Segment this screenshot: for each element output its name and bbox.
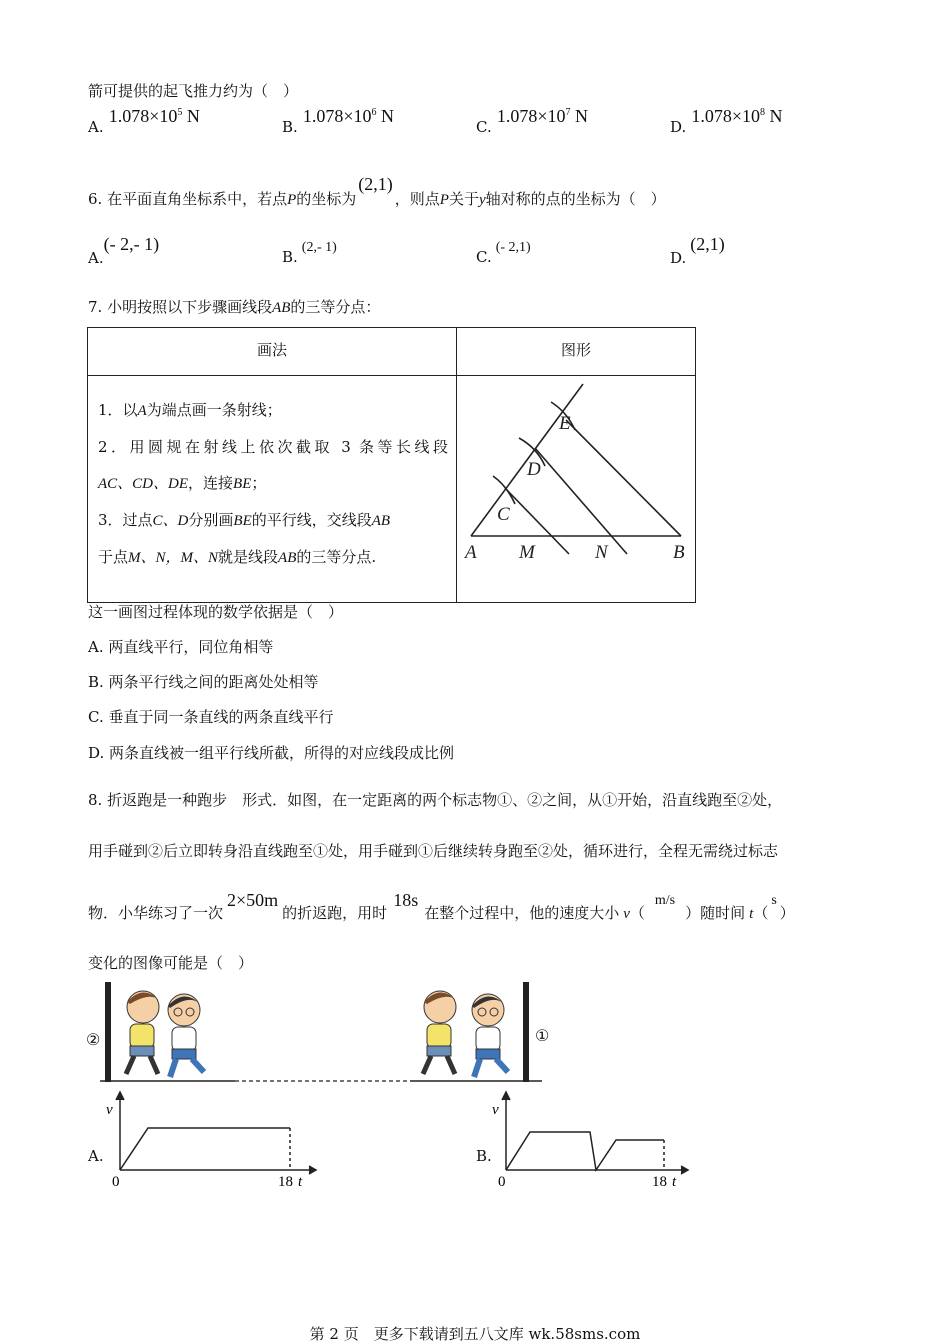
label-c: C: [497, 504, 510, 525]
marker-1: ①: [535, 1026, 550, 1045]
graph-b-t: t: [672, 1174, 677, 1190]
post-right: [523, 982, 529, 1082]
graph-b-origin: 0: [498, 1174, 506, 1190]
graph-b-line: [506, 1132, 664, 1170]
q7-step3-cont: 于点M、N，M、N就是线段AB的三等分点.: [98, 548, 377, 566]
graph-b: [490, 1090, 710, 1200]
graph-b-v: v: [492, 1102, 499, 1118]
q8-line2: 用手碰到②后立即转身沿直线跑至①处，用手碰到①后继续转身跑至②处，循环进行，全程无需绕过标志: [88, 842, 779, 860]
q7-step2: 2．用圆规在射线上依次截取 3 条等长线段: [98, 438, 448, 456]
q6-option-a: A.(- 2,- 1): [88, 234, 160, 267]
runner-boy-2-icon: [168, 994, 204, 1077]
runner-boy-3-icon: [423, 991, 456, 1074]
q5-stem-tail: 箭可提供的起飞推力约为（ ）: [88, 82, 299, 100]
q8-line1: 8. 折返跑是一种跑步 形式．如图，在一定距离的两个标志物①、②之间，从①开始，沿直线跑至②处，: [88, 791, 783, 809]
line-cm: [505, 488, 569, 554]
q7-col-method: 画法: [88, 328, 457, 376]
q5-option-a: A. $1.078\times 10^5$ N: [88, 106, 200, 136]
q5-option-d: D. $1.078\times 10^8$ N: [670, 106, 783, 136]
runner-boy-1-icon: [126, 991, 159, 1074]
q7-step1: 1．以A为端点画一条射线；: [98, 401, 282, 419]
q8-line4: 变化的图像可能是（ ）: [88, 954, 254, 972]
line-dn: [535, 448, 627, 554]
graph-a-origin: 0: [112, 1174, 120, 1190]
post-left: [105, 982, 111, 1082]
q6-option-d: D.(2,1): [670, 234, 725, 267]
label-a: A: [465, 542, 477, 563]
page-footer: 第 2 页 更多下载请到五八文库 wk.58sms.com: [309, 1325, 641, 1343]
graph-a-t: t: [298, 1174, 303, 1190]
q7-option-b: B. 两条平行线之间的距离处处相等: [88, 673, 319, 691]
graph-a-tmax: 18: [278, 1174, 293, 1190]
label-d: D: [527, 459, 541, 480]
graph-a: [104, 1090, 324, 1200]
runner-boy-4-icon: [472, 994, 508, 1077]
q6-option-c: C.(- 2,1): [476, 240, 531, 266]
q7-step3: 3．过点C、D分别画BE的平行线，交线段AB: [98, 511, 391, 529]
graph-a-label: A.: [88, 1147, 104, 1165]
q8-running-scene: [100, 980, 550, 1090]
graph-b-label: B.: [476, 1147, 492, 1165]
q7-question: 这一画图过程体现的数学依据是（ ）: [88, 603, 344, 621]
line-be: [566, 420, 681, 536]
q7-option-c: C. 垂直于同一条直线的两条直线平行: [88, 708, 334, 726]
q7-option-a: A. 两直线平行，同位角相等: [88, 638, 274, 656]
q7-step2-cont: AC、CD、DE，连接BE；: [98, 474, 267, 492]
q7-table: [87, 327, 696, 603]
q6-stem: 6. 在平面直角坐标系中，若点P的坐标为(2,1)，则点P关于y轴对称的点的坐标为（ ）: [88, 174, 666, 208]
label-b: B: [673, 542, 685, 563]
q5-option-c: C. $1.078\times 10^7$ N: [476, 106, 588, 136]
q8-line3: 物．小华练习了一次2×50m的折返跑，用时18s在整个过程中，他的速度大小 v（m/s）随时间 t（s）: [88, 890, 795, 922]
q7-stem: 7. 小明按照以下步骤画线段AB的三等分点：: [88, 298, 381, 316]
q6-option-b: B.(2,- 1): [282, 240, 337, 266]
graph-a-v: v: [106, 1102, 113, 1118]
q7-steps: [88, 376, 457, 603]
graph-b-tmax: 18: [652, 1174, 667, 1190]
label-m: M: [519, 542, 535, 563]
q7-construction-figure: [457, 376, 695, 598]
marker-2: ②: [86, 1030, 101, 1049]
q7-figure-cell: [457, 376, 696, 603]
q5-option-b: B. $1.078\times 10^6$ N: [282, 106, 395, 136]
q7-option-d: D. 两条直线被一组平行线所截，所得的对应线段成比例: [88, 744, 455, 762]
label-n: N: [595, 542, 608, 563]
label-e: E: [559, 413, 571, 434]
graph-a-line: [120, 1128, 290, 1170]
q7-col-figure: 图形: [457, 328, 696, 376]
